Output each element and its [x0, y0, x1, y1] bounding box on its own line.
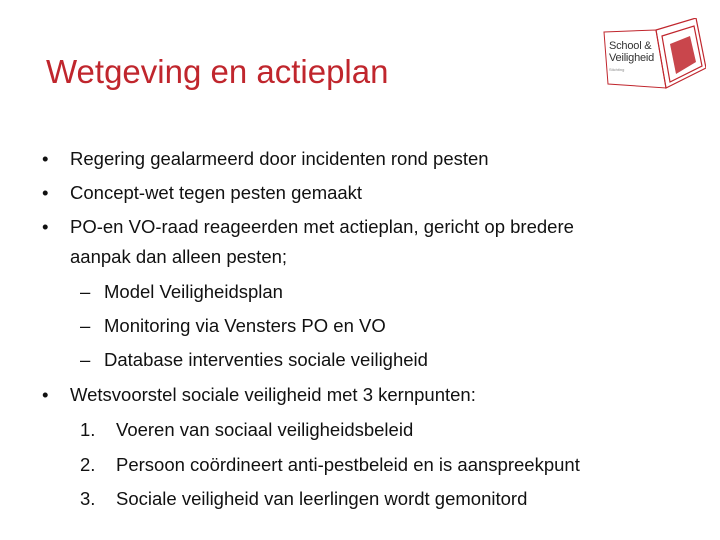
numbered-text: Persoon coördineert anti-pestbeleid en is aanspreekpunt — [116, 454, 580, 475]
numbered-text: Voeren van sociaal veiligheidsbeleid — [116, 419, 414, 440]
subitem-marker: – — [80, 315, 91, 336]
subitem-text: Monitoring via Vensters PO en VO — [104, 315, 386, 336]
numbered-marker: 3. — [80, 488, 96, 509]
bullet-marker: • — [42, 182, 49, 203]
school-veiligheid-logo — [596, 18, 706, 104]
slide-title: Wetgeving en actieplan — [46, 53, 389, 90]
subitem-text: Model Veiligheidsplan — [104, 281, 283, 302]
bullet-text: Wetsvoorstel sociale veiligheid met 3 kernpunten: — [70, 384, 476, 405]
bullet-text: Regering gealarmeerd door incidenten rond pesten — [70, 148, 489, 169]
logo-line-2: Veiligheid — [609, 52, 655, 64]
bullet-marker: • — [42, 216, 49, 237]
subitem-marker: – — [80, 281, 91, 302]
subitem-marker: – — [80, 349, 91, 370]
bullet-text-line-2: aanpak dan alleen pesten; — [70, 246, 288, 267]
subitem-text: Database interventies sociale veiligheid — [104, 349, 428, 370]
numbered-text: Sociale veiligheid van leerlingen wordt gemonitord — [116, 488, 528, 509]
bullet-marker: • — [42, 384, 49, 405]
bullet-marker: • — [42, 148, 49, 169]
bullet-text: Concept-wet tegen pesten gemaakt — [70, 182, 363, 203]
numbered-marker: 1. — [80, 419, 96, 440]
numbered-marker: 2. — [80, 454, 96, 475]
bullet-text-line-1: PO-en VO-raad reageerden met actieplan, gericht op bredere — [70, 216, 574, 237]
logo-line-1: School & — [609, 40, 652, 52]
logo-tagline: Stichting — [609, 67, 625, 72]
